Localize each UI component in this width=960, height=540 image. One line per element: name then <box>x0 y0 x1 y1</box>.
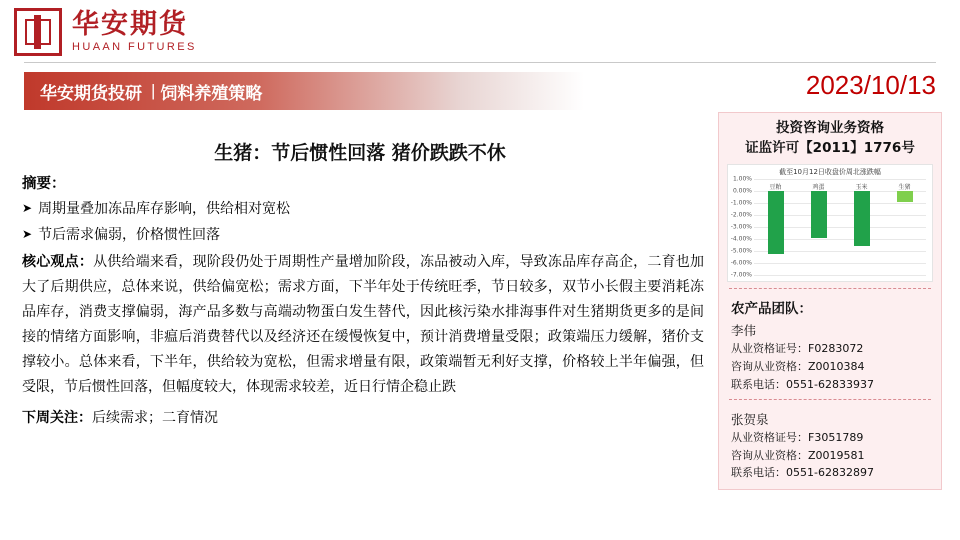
member-detail: 咨询从业资格：Z0019581 <box>731 448 865 462</box>
member-detail: 联系电话：0551-62832897 <box>731 466 874 480</box>
chart-bar <box>854 191 870 246</box>
chart-plot-area <box>730 175 926 279</box>
report-date: 2023/10/13 <box>805 70 936 100</box>
team-member <box>719 406 941 482</box>
qualification-line-2: 证监许可【2011】1776号 <box>745 139 915 156</box>
chart-x-tick-label: 鸡蛋 <box>812 184 825 192</box>
focus-label: 下周关注： <box>22 409 92 426</box>
core-view-text: 从供给端来看，现阶段仍处于周期性产量增加阶段，冻品被动入库，导致冻品库存高企，二育也加大了后期供应，总体来说，供给偏宽松；需求方面，下半年处于传统旺季，节日较多，双节小长假主要消耗冻品库存，消费支撑偏弱，海产品多数与高端动物蛋白发生替代，因此核污染水排海事件对生猪期货更多的是间接的情绪方面影响，非瘟后消费替代以及经济还在缓慢恢复中，预计消费增量受限；政策端压力缓解，猪价支撑较小。总体来看，下半年，供给较为宽松，但需求增量有限，政策端暂无利好支撑，价格较上半年偏强，但受限，节后惯性回落，但幅度较大，体现需求较差，近日行情企稳止跌 <box>22 254 705 395</box>
chart-y-tick-label: -5.00% <box>730 247 752 255</box>
logo-name-cn: 华安期货 <box>72 8 188 40</box>
banner-subtitle: 饲料养殖策略 <box>160 83 263 104</box>
member-name: 张贺泉 <box>731 411 769 427</box>
sidebar <box>718 112 942 490</box>
chart-bar <box>897 191 913 202</box>
company-logo <box>14 8 197 56</box>
team-member <box>719 317 941 393</box>
member-detail: 从业资格证号：F3051789 <box>731 430 864 444</box>
chart-y-tick-label: 1.00% <box>732 175 752 183</box>
bullet-arrow-icon: ➤ <box>22 200 33 215</box>
header-divider <box>24 62 936 63</box>
chart-x-tick-label: 生猪 <box>898 184 911 192</box>
page-title: 生猪：节后惯性回落 猪价跌跌不休 <box>214 142 506 164</box>
chart-gridline <box>730 271 926 279</box>
chart-y-tick-label: 0.00% <box>732 187 752 195</box>
summary-label: 摘要： <box>22 176 66 192</box>
chart-y-tick-label: -1.00% <box>730 199 752 207</box>
report-body <box>22 172 704 432</box>
chart-title: 截至10月12日收盘价周北涨跌幅 <box>779 168 881 177</box>
list-item <box>22 223 704 249</box>
chart-gridline <box>732 175 926 183</box>
member-detail: 从业资格证号：F0283072 <box>731 342 864 356</box>
banner-separator: | <box>151 81 156 100</box>
member-detail: 联系电话：0551-62833937 <box>731 377 874 391</box>
divider <box>729 288 931 289</box>
chart-x-tick-label: 玉米 <box>855 184 868 192</box>
member-name: 李伟 <box>731 323 757 339</box>
next-week-focus <box>22 406 704 432</box>
focus-text: 后续需求；二育情况 <box>92 409 218 426</box>
chart-y-tick-label: -4.00% <box>730 235 752 243</box>
chart-bar <box>811 191 827 238</box>
core-view-paragraph <box>22 250 704 399</box>
core-view-label: 核心观点： <box>22 254 94 271</box>
chart-gridline <box>730 259 926 267</box>
huaan-seal-icon <box>14 8 62 56</box>
bullet-text: 周期量叠加冻品库存影响，供给相对宽松 <box>38 200 291 217</box>
chart-y-tick-label: -7.00% <box>730 271 752 279</box>
bullet-arrow-icon: ➤ <box>22 226 33 241</box>
divider <box>729 399 931 400</box>
list-item <box>22 197 704 223</box>
chart-y-tick-label: -3.00% <box>730 223 752 231</box>
weekly-change-chart <box>727 164 933 282</box>
chart-x-tick-label: 豆粕 <box>769 184 782 192</box>
logo-name-en: HUAAN FUTURES <box>72 41 197 54</box>
banner-title: 华安期货投研 <box>40 83 142 104</box>
member-detail: 咨询从业资格：Z0010384 <box>731 359 865 373</box>
chart-y-tick-label: -2.00% <box>730 211 752 219</box>
chart-y-tick-label: -6.00% <box>730 259 752 267</box>
team-title: 农产品团队： <box>731 301 812 318</box>
bullet-text: 节后需求偏弱，价格惯性回落 <box>38 226 221 243</box>
section-banner <box>24 72 584 110</box>
qualification-line-1: 投资咨询业务资格 <box>776 120 884 136</box>
chart-bar <box>768 191 784 253</box>
